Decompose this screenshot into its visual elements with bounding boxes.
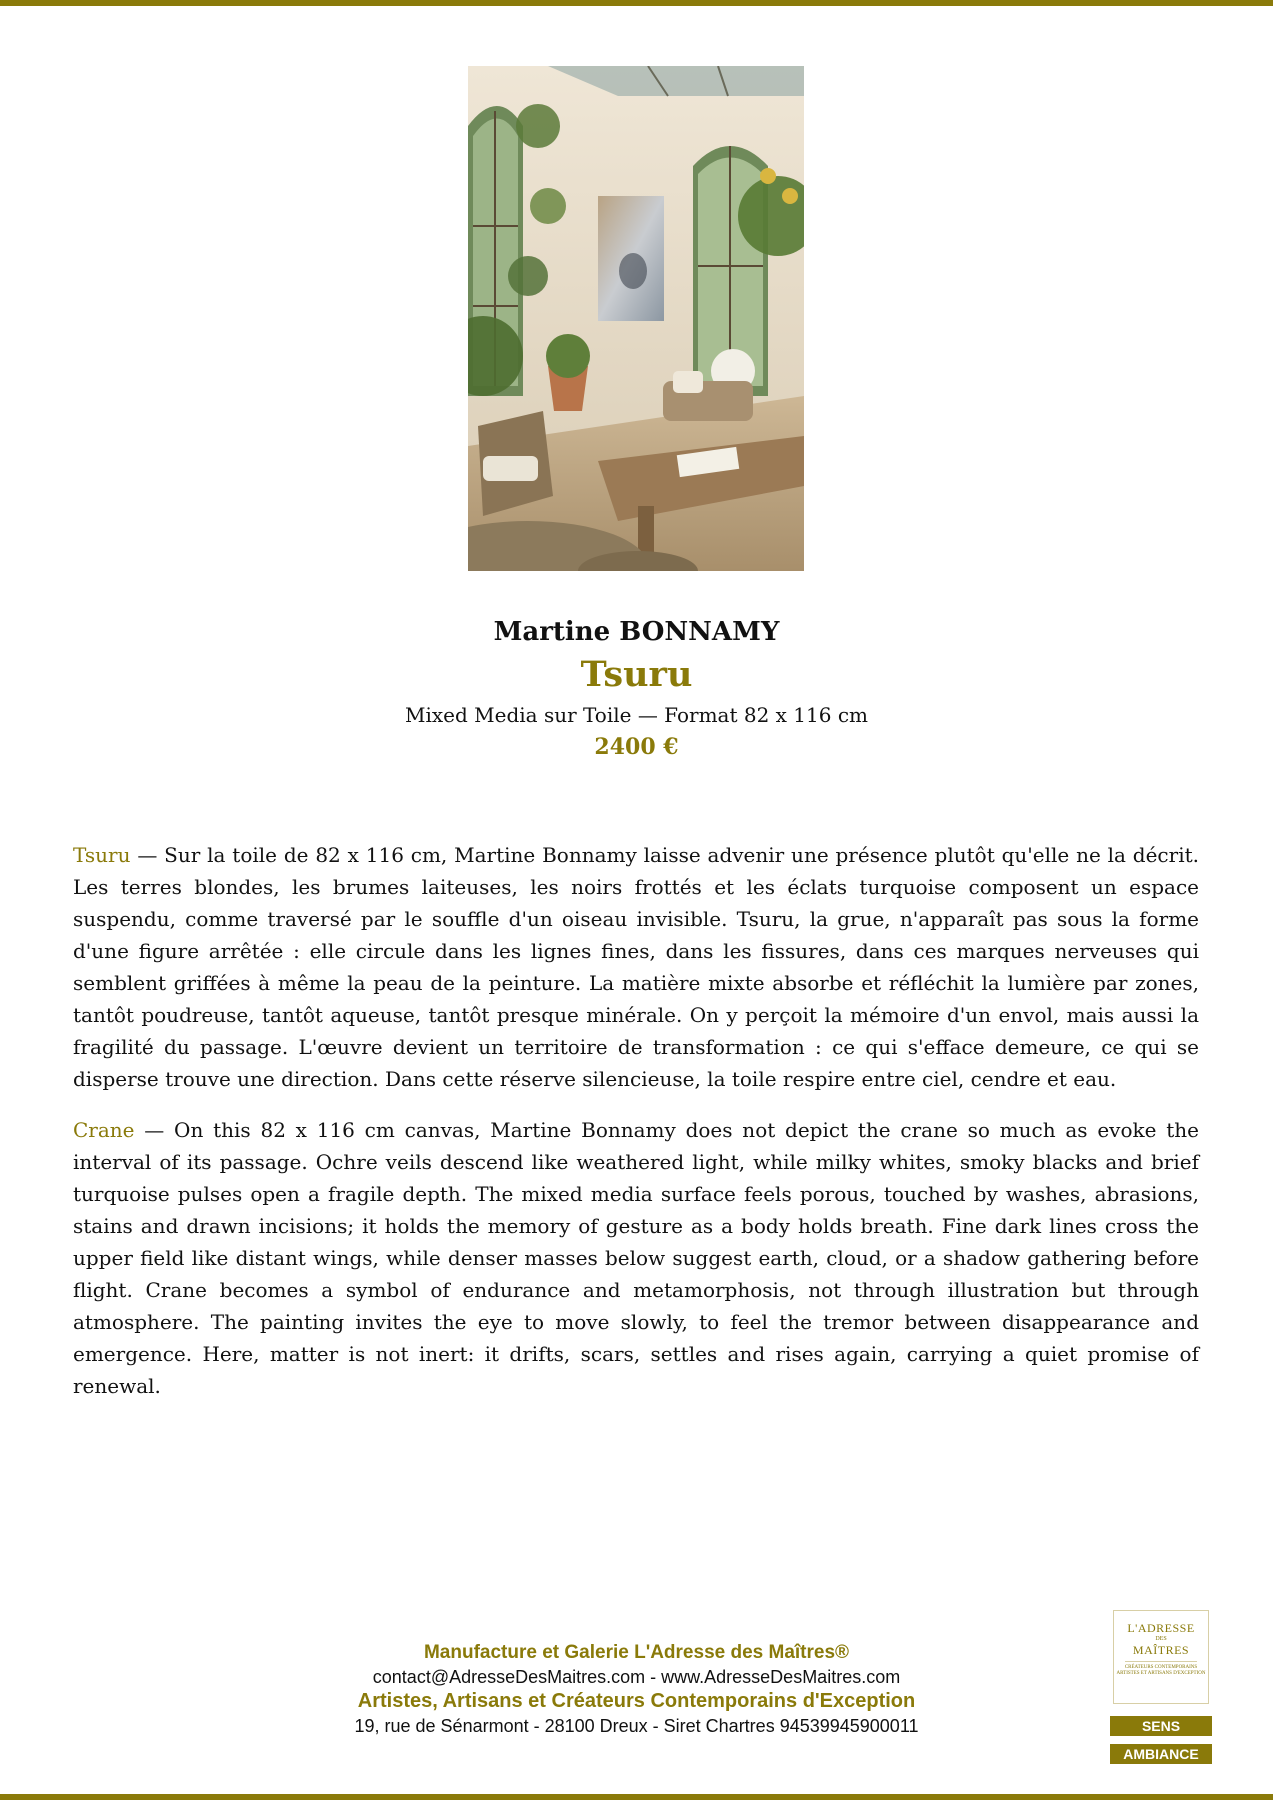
artist-name: Martine BONNAMY (493, 617, 780, 647)
tag-ambiance: AMBIANCE (1110, 1744, 1212, 1764)
logo-line1: L'ADRESSE (1127, 1621, 1195, 1635)
top-accent-bar (0, 0, 1273, 6)
tag-sens: SENS (1110, 1716, 1212, 1736)
footer-address: 19, rue de Sénarmont - 28100 Dreux - Siret Chartres 94539945900011 (354, 1716, 919, 1736)
footer-company: Manufacture et Galerie L'Adresse des Maîtres® (423, 1642, 850, 1663)
logo-line2: DES (1155, 1636, 1167, 1642)
bottom-accent-bar (0, 1794, 1273, 1800)
logo-line3: MAÎTRES (1132, 1643, 1190, 1657)
gallery-logo (1113, 1610, 1209, 1704)
description-french-text: — Sur la toile de 82 x 116 cm, Martine Bonnamy laisse advenir une présence plutôt qu'elle ne la décrit. Les terres blondes, les brumes laiteuses, les noirs frottés et les éclats turquoise composent un espace suspendu, comme traversé par le souffle d'un oiseau invisible. Tsuru, la grue, n'apparaît pas sous la forme d'une figure arrêtée : elle circule dans les lignes fines, dans les fissures, dans ces marques nerveuses qui semblent griffées à même la peau de la peinture. La matière mixte absorbe et réfléchit la lumière par zones, tantôt poudreuse, tantôt aqueuse, tantôt presque minérale. On y perçoit la mémoire d'un envol, mais aussi la fragilité du passage. L'œuvre devient un territoire de transformation : ce qui s'efface demeure, ce qui se disperse trouve une direction. Dans cette réserve silencieuse, la toile respire entre ciel, cendre et eau. (73, 843, 1199, 1091)
footer-contact: contact@AdresseDesMaitres.com - www.AdresseDesMaitres.com (372, 1667, 901, 1687)
artwork-title: Tsuru (580, 654, 693, 695)
footer-tagline: Artistes, Artisans et Créateurs Contemporains d'Exception (357, 1690, 916, 1712)
description-english-text: — On this 82 x 116 cm canvas, Martine Bonnamy does not depict the crane so much as evoke the interval of its passage. Ochre veils descend like weathered light, while milky whites, smoky blacks and brief turquoise pulses open a fragile depth. The mixed media surface feels porous, touched by washes, abrasions, stains and drawn incisions; it holds the memory of gesture as a body holds breath. Fine dark lines cross the upper field like distant wings, while denser masses below suggest earth, cloud, or a shadow gathering before flight. Crane becomes a symbol of endurance and metamorphosis, not through illustration but through atmosphere. The painting invites the eye to move slowly, to feel the tremor between disappearance and emergence. Here, matter is not inert: it drifts, scars, settles and rises again, carrying a quiet promise of renewal. (73, 1118, 1199, 1398)
artwork-price: 2400 € (594, 734, 679, 760)
description-french-lead: Tsuru (73, 843, 131, 867)
interior-scene-image (468, 66, 804, 571)
artwork-image (468, 66, 804, 571)
description-french (73, 839, 1199, 1095)
description-english (73, 1114, 1199, 1402)
artwork-header (0, 612, 1273, 762)
logo-divider (1125, 1661, 1197, 1662)
description-english-lead: Crane (73, 1118, 135, 1142)
artwork-medium: Mixed Media sur Toile — Format 82 x 116 cm (405, 703, 868, 727)
footer (0, 1640, 1273, 1738)
logo-line4: CRÉATEURS CONTEMPORAINS ARTISTES ET ARTISANS D'EXCEPTION (1116, 1665, 1206, 1676)
